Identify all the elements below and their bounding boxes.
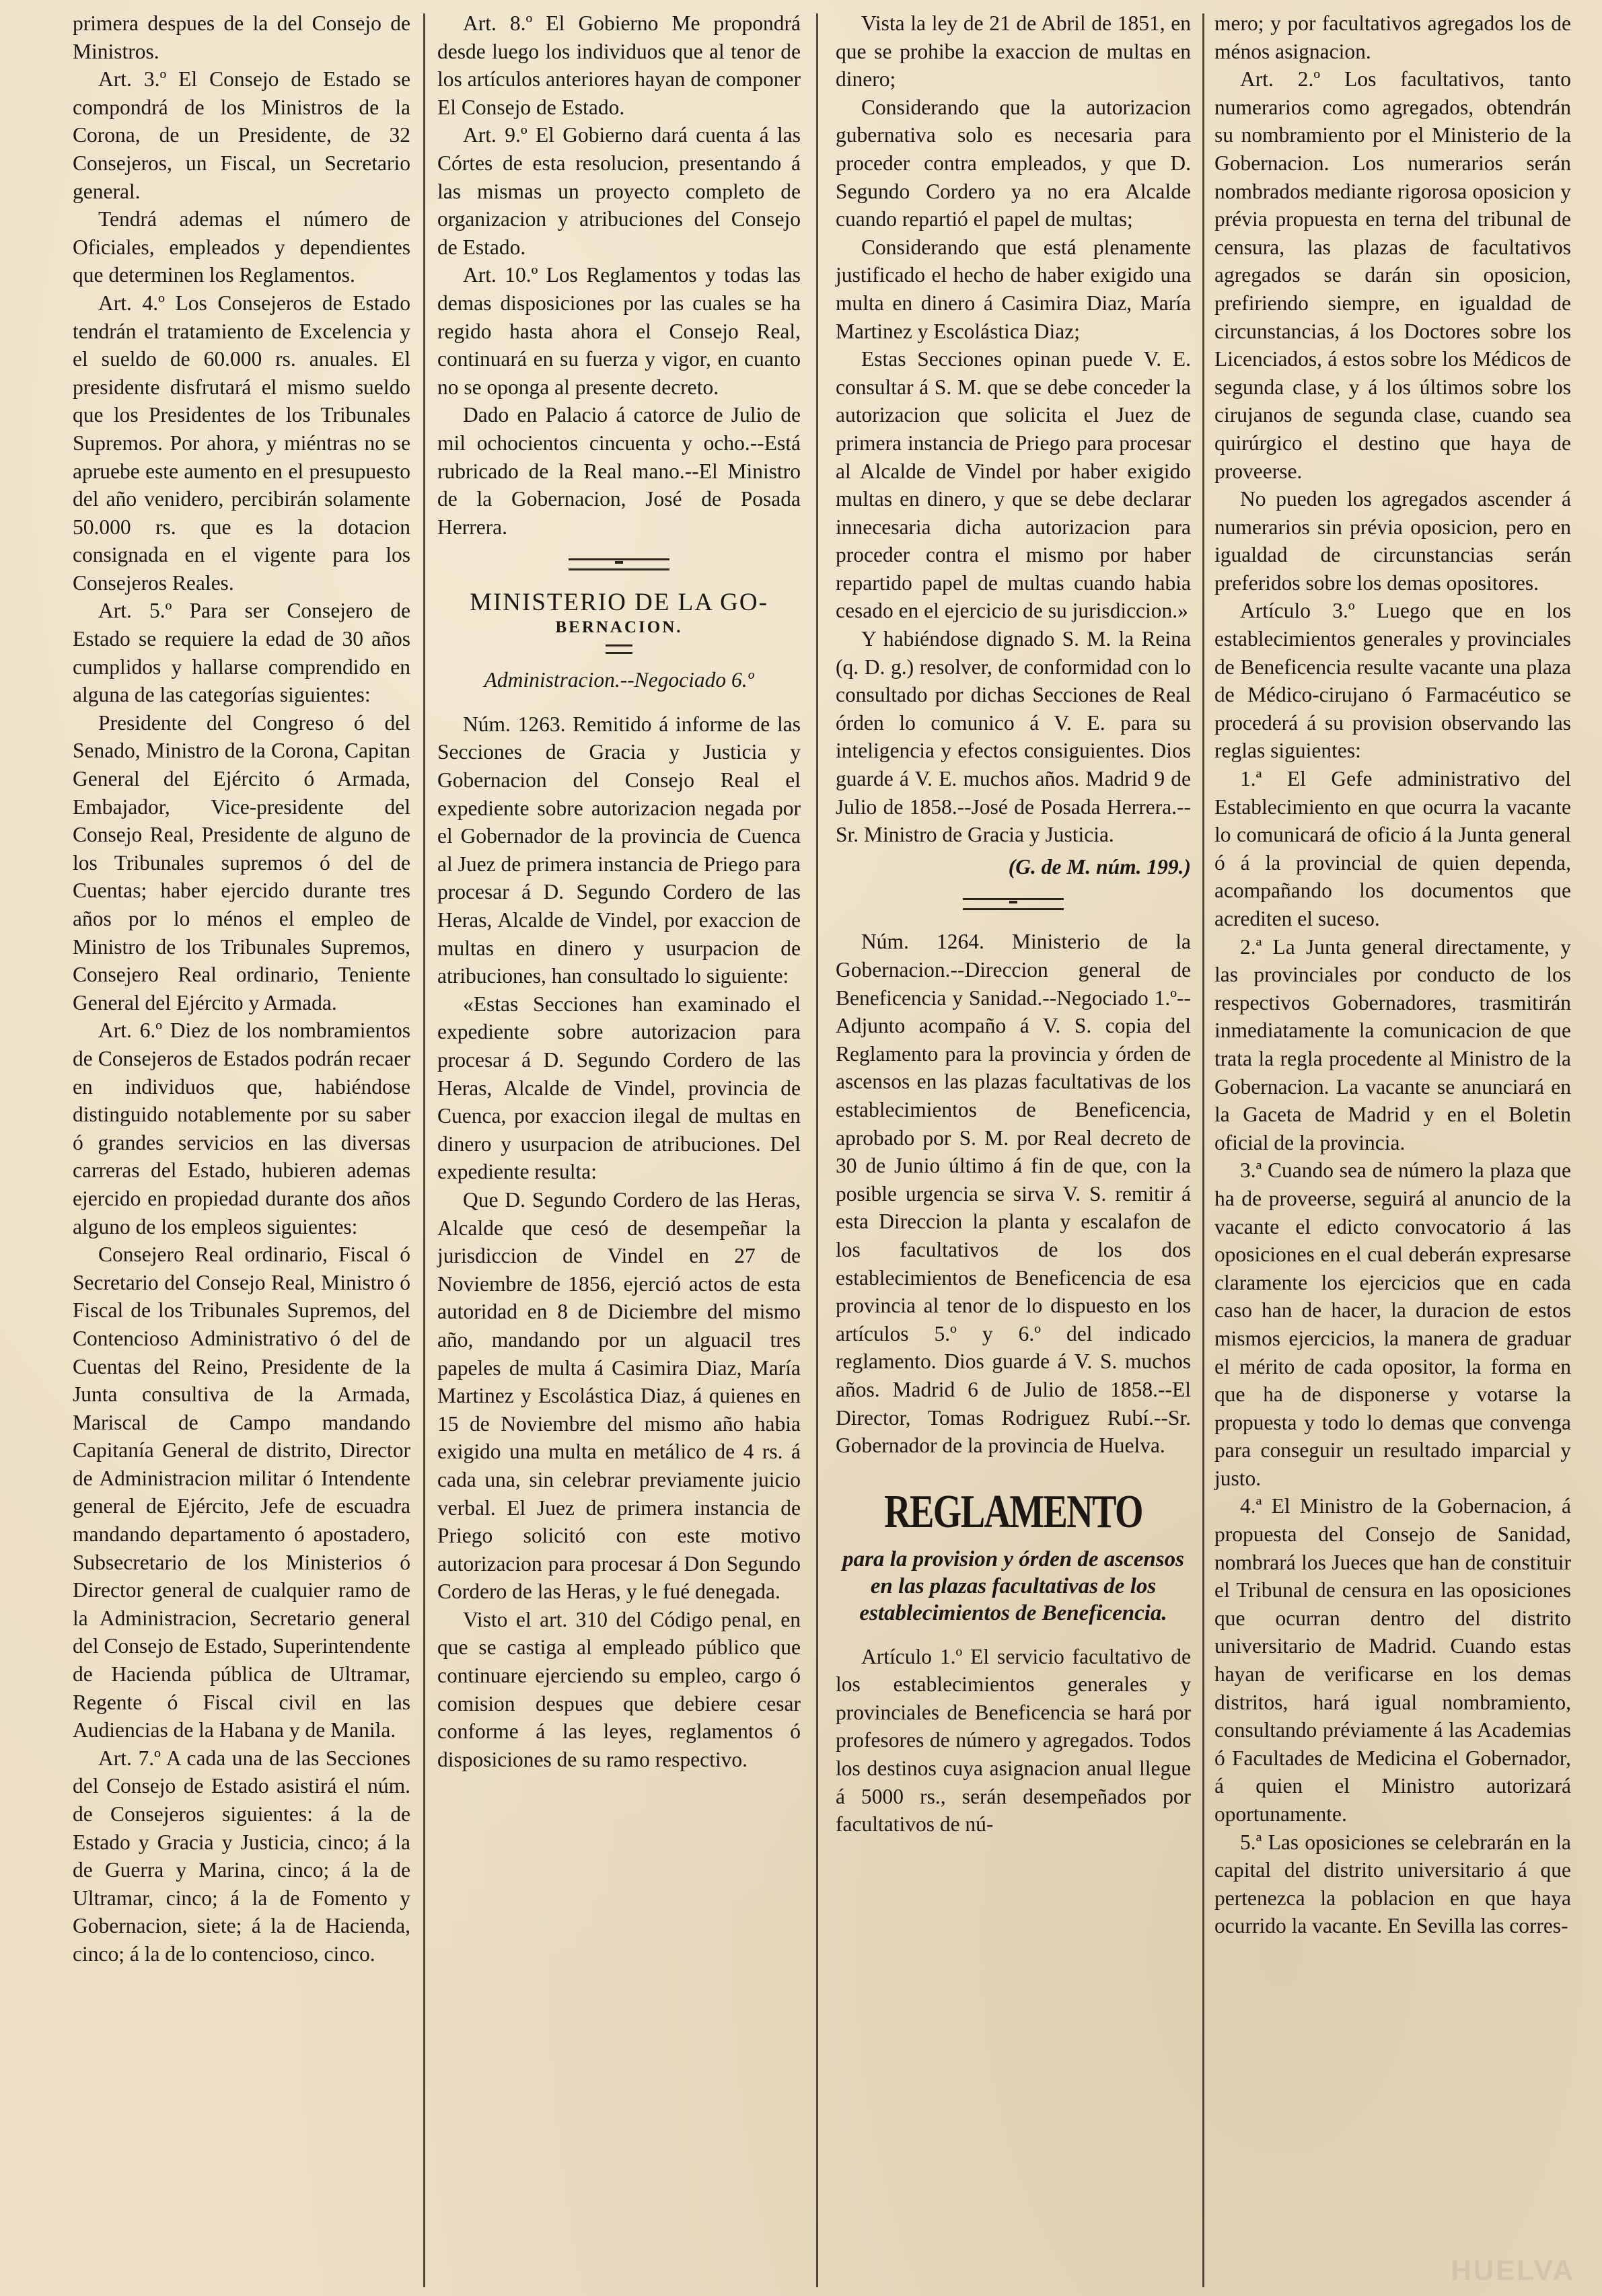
article-paragraph: Y habiéndose dignado S. M. la Reina (q. D. g.) resolver, de conformidad con lo consultado por dichas Secciones de Real órden lo comunico á V. E. para su inteligencia y efectos consiguientes. Dios guarde á V. E. muchos años. Madrid 9 de Julio de 1858.--José de Posada Herrera.--Sr. Ministro de Gracia y Justicia. [836, 627, 1191, 847]
article-paragraph: mero; y por facultativos agregados los de ménos asignacion. [1214, 11, 1571, 63]
article-paragraph: No pueden los agregados ascender á numerarios sin prévia oposicion, pero en igualdad de circunstancias serán preferidos sobre los demas opositores. [1214, 487, 1571, 595]
column-4 [1214, 9, 1571, 1940]
article-paragraph: Presidente del Congreso ó del Senado, Ministro de la Corona, Capitan General del Ejército ó Armada, Embajador, Vice-presidente del Consejo Real, Presidente de alguno de los Tribunales supremos ó del de Cuentas; haber ejercido durante tres años por lo ménos el empleo de Ministro de los Tribunales Supremos, Consejero Real ordinario, Teniente General del Ejército y Armada. [73, 710, 410, 1014]
section-separator [569, 558, 669, 570]
article-paragraph: Art. 6.º Diez de los nombramientos de Consejeros de Estados podrán recaer en individuos que, habiéndose distinguido notablemente por su saber ó grandes servicios en las diversas carreras del Estado, hubieren ademas ejercido en propiedad durante dos años alguno de los empleos siguientes: [73, 1019, 410, 1238]
article-paragraph: 2.ª La Junta general directamente, y las provinciales por conducto de los respectivos Gobernadores, trasmitirán inmediatamente la comunicacion de que trata la regla procedente al Ministro de la Gobernacion. La vacante se anunciará en la Gaceta de Madrid y en el Boletin oficial de la provincia. [1214, 934, 1571, 1154]
column-rule [423, 13, 425, 2287]
article-paragraph: Considerando que está plenamente justificado el hecho de haber exigido una multa en dinero á Casimira Diaz, María Martinez y Escolástica Diaz; [836, 235, 1191, 343]
article-paragraph: Art. 3.º El Consejo de Estado se compondrá de los Ministros de la Corona, de un Presidente, de 32 Consejeros, un Fiscal, un Secretario general. [73, 67, 410, 203]
article-paragraph: 3.ª Cuando sea de número la plaza que ha de proveerse, seguirá al anuncio de la vacante el edicto convocatorio á las oposiciones en el cual deberán expresarse claramente los ejercicios que en cada caso han de hacer, la duracion de estos mismos ejercicios, la manera de graduar el mérito de cada opositor, la forma en que ha de disponerse y votarse la propuesta y todo lo demas que convenga para conseguir un resultado imparcial y justo. [1214, 1158, 1571, 1490]
article-paragraph: Artículo 1.º El servicio facultativo de los establecimientos generales y provinciales de Beneficencia se hará por profesores de número y agregados. Todos los destinos cuya asignacion anual llegue á 5000 rs., serán desempeñados por facultativos de nú- [836, 1644, 1191, 1837]
article-paragraph: Considerando que la autorizacion gubernativa solo es necesaria para proceder contra empleados, y que D. Segundo Cordero ya no era Alcalde cuando repartió el papel de multas; [836, 95, 1191, 231]
ministry-heading-cont: BERNACION. [555, 618, 683, 637]
article-paragraph: Art. 10.º Los Reglamentos y todas las demas disposiciones por las cuales se ha regido hasta ahora el Consejo Real, continuará en su fuerza y vigor, en cuanto no se oponga al presente decreto. [437, 263, 801, 399]
source-citation: (G. de M. núm. 199.) [1008, 854, 1191, 879]
ministry-heading: MINISTERIO DE LA GO- [470, 589, 768, 617]
section-subheading: Administracion.--Negociado 6.º [484, 668, 754, 692]
article-paragraph: Tendrá ademas el número de Oficiales, empleados y dependientes que determinen los Reglamentos. [73, 207, 410, 287]
article-paragraph: Que D. Segundo Cordero de las Heras, Alcalde que cesó de desempeñar la jurisdiccion de Vindel en 27 de Noviembre de 1856, ejerció actos de esta autoridad en 8 de Diciembre del mismo año, mandando por un alguacil tres papeles de multa á Casimira Diaz, María Martinez y Escolástica Diaz, á quienes en 15 de Noviembre del mismo año habia exigido una multa en metálico de 4 rs. á cada una, sin celebrar previamente juicio verbal. El Juez de primera instancia de Priego solicitó con este motivo autorizacion para procesar á Don Segundo Cordero de las Heras, y le fué denegada. [437, 1187, 801, 1604]
article-paragraph: Art. 4.º Los Consejeros de Estado tendrán el tratamiento de Excelencia y el sueldo de 60.000 rs. anuales. El presidente disfrutará el mismo sueldo que los Presidentes de los Tribunales Supremos. Por ahora, y miéntras no se apruebe este aumento en el presupuesto del año venidero, percibirán solamente 50.000 rs. que es la dotacion consignada en el vigente para los Consejeros Reales. [73, 291, 410, 595]
column-3 [836, 9, 1191, 1839]
article-paragraph: Art. 8.º El Gobierno Me propondrá desde luego los individuos que al tenor de los artículos anteriores hayan de componer El Consejo de Estado. [437, 11, 801, 119]
article-paragraph: Vista la ley de 21 de Abril de 1851, en que se prohibe la exaccion de multas en dinero; [836, 11, 1191, 91]
article-paragraph: 1.ª El Gefe administrativo del Establecimiento en que ocurra la vacante lo comunicará de oficio á la Junta general ó á la provincial de quien dependa, acompañando los documentos que acrediten el suceso. [1214, 767, 1571, 930]
article-paragraph: 5.ª Las oposiciones se celebrarán en la capital del distrito universitario á que pertenezca la poblacion en que haya ocurrido la vacante. En Sevilla las corres- [1214, 1830, 1571, 1938]
column-1 [73, 9, 410, 1968]
article-paragraph: Núm. 1263. Remitido á informe de las Secciones de Gracia y Justicia y Gobernacion del Consejo Real el expediente sobre autorizacion negada por el Gobernador de la provincia de Cuenca al Juez de primera instancia de Priego para procesar á D. Segundo Cordero de las Heras, Alcalde de Vindel, por exaccion de multas en dinero y usurpacion de atribuciones, han consultado lo siguiente: [437, 712, 801, 988]
article-paragraph: Dado en Palacio á catorce de Julio de mil ochocientos cincuenta y ocho.--Está rubricado de la Real mano.--El Ministro de la Gobernacion, José de Posada Herrera. [437, 403, 801, 539]
article-paragraph: Art. 2.º Los facultativos, tanto numerarios como agregados, obtendrán su nombramiento por el Ministerio de la Gobernacion. Los numerarios serán nombrados mediante rigorosa oposicion y prévia propuesta en terna del tribunal de censura, las plazas de facultativos agregados se darán sin oposicion, prefiriendo siempre, en igualdad de circunstancias, á los Doctores sobre los Licenciados, á estos sobre los Médicos de segunda clase, y á los últimos sobre los cirujanos de segunda clase, cuando sea quirúrgico el destino que haya de proveerse. [1214, 67, 1571, 483]
archive-watermark: HUELVA [1451, 2254, 1575, 2286]
article-paragraph: «Estas Secciones han examinado el expediente sobre autorizacion para procesar á D. Segundo Cordero de las Heras, Alcalde de Vindel, provincia de Cuenca, por exaccion ilegal de multas en dinero y usurpacion de atribuciones. Del expediente resulta: [437, 992, 801, 1184]
column-2 [437, 9, 801, 1773]
column-rule [1202, 13, 1204, 2287]
article-paragraph: Artículo 3.º Luego que en los establecimientos generales y provinciales de Beneficencia resulte vacante una plaza de Médico-cirujano ó Farmacéutico se procederá á su provision observando las reglas siguientes: [1214, 599, 1571, 763]
article-paragraph: Consejero Real ordinario, Fiscal ó Secretario del Consejo Real, Ministro ó Fiscal de los Tribunales Supremos, del Contencioso Administrativo ó del de Cuentas del Reino, Presidente de la Junta consultiva de la Armada, Mariscal de Campo mandando Capitanía General de distrito, Director de Administracion militar ó Intendente general de Ejército, Jefe de escuadra mandando departamento ó apostadero, Subsecretario de los Ministerios ó Director general de cualquier ramo de la Administracion, Secretario general del Consejo de Estado, Superintendente de Hacienda pública de Ultramar, Regente ó Fiscal civil en las Audiencias de la Habana y de Manila. [73, 1243, 410, 1742]
article-paragraph: 4.ª El Ministro de la Gobernacion, á propuesta del Consejo de Sanidad, nombrará los Jueces que han de constituir el Tribunal de censura en las oposiciones que ocurran dentro del distrito universitario de Madrid. Cuando estas hayan de verificarse en los demas distritos, hará igual nombramiento, consultando préviamente á las Academias ó Facultades de Medicina el Gobernador, á quien el Ministro autorizará oportunamente. [1214, 1494, 1571, 1826]
article-paragraph: Visto el art. 310 del Código penal, en que se castiga al empleado público que continuare ejerciendo su empleo, cargo ó comision despues que debiere cesar conforme á las leyes, reglamentos ó disposiciones de su ramo respectivo. [437, 1607, 801, 1771]
reglamento-subtitle: para la provision y órden de ascensos en las plazas facultativas de los establecimientos de Beneficencia. [842, 1547, 1184, 1625]
article-paragraph: Art. 5.º Para ser Consejero de Estado se requiere la edad de 30 años cumplidos y hallarse comprendido en alguna de las categorías siguientes: [73, 599, 410, 707]
article-paragraph: Art. 7.º A cada una de las Secciones del Consejo de Estado asistirá el núm. de Consejeros siguientes: á la de Estado y Gracia y Justicia, cinco; á la de Guerra y Marina, cinco; á la de Ultramar, cinco; á la de Fomento y Gobernacion, siete; á la de Hacienda, cinco; á la de lo contencioso, cinco. [73, 1746, 410, 1966]
column-rule [816, 13, 818, 2287]
article-paragraph: Núm. 1264. Ministerio de la Gobernacion.--Direccion general de Beneficencia y Sanidad.--Negociado 1.º--Adjunto acompaño á V. S. copia del Reglamento para la provincia y órden de ascensos en las plazas facultativas de los establecimientos de Beneficencia, aprobado por S. M. por Real decreto de 30 de Junio último á fin de que, con la posible urgencia se sirva V. S. remitir á esta Direccion la planta y escalafon de los facultativos de los dos establecimientos de Beneficencia de esa provincia al tenor de lo dispuesto en los artículos 5.º y 6.º del indicado reglamento. Dios guarde á V. S. muchos años. Madrid 6 de Julio de 1858.--El Director, Tomas Rodriguez Rubí.--Sr. Gobernador de la provincia de Huelva. [836, 930, 1191, 1458]
reglamento-title: REGLAMENTO [884, 1485, 1142, 1538]
article-paragraph: Estas Secciones opinan puede V. E. consultar á S. M. que se debe conceder la autorizacion que solicita el Juez de primera instancia de Priego para procesar al Alcalde de Vindel por haber exigido multas en dinero, y que se debe declarar innecesaria dicha autorizacion para proceder contra el mismo por haber repartido papel de multas cuando habia cesado en el ejercicio de su jurisdiccion.» [836, 347, 1191, 623]
section-separator [963, 898, 1064, 910]
double-rule [606, 644, 632, 654]
article-paragraph: Art. 9.º El Gobierno dará cuenta á las Córtes de esta resolucion, presentando á las mismas un proyecto completo de organizacion y atribuciones del Consejo de Estado. [437, 123, 801, 259]
article-paragraph: primera despues de la del Consejo de Ministros. [73, 11, 410, 63]
